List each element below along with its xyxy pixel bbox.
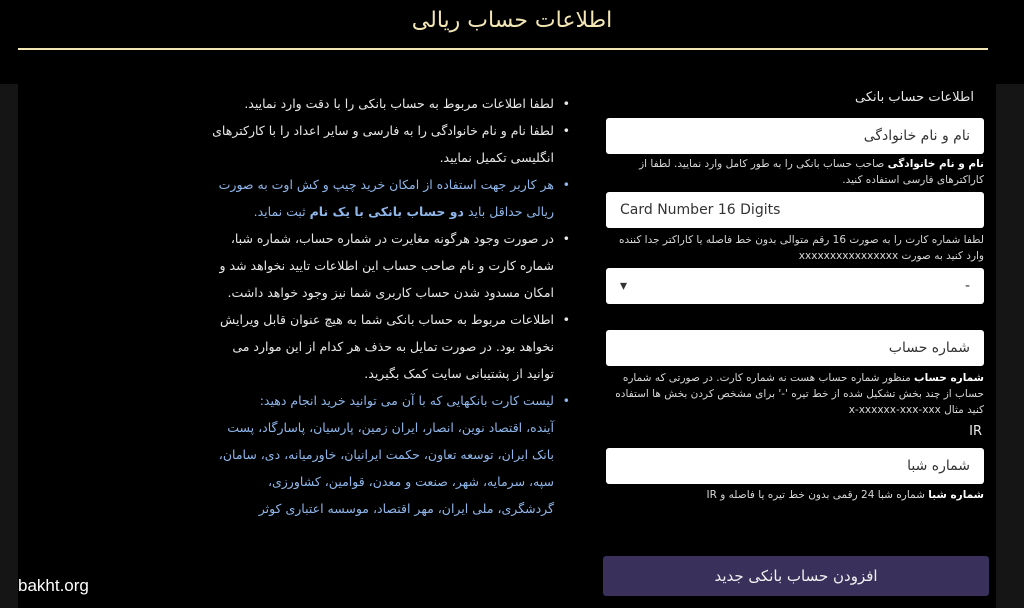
- info-list: [210, 90, 570, 522]
- name-help: [606, 156, 984, 188]
- site-watermark: bakht.org: [18, 576, 89, 595]
- name-placeholder: نام و نام خانوادگی: [863, 128, 970, 144]
- help-bold: شماره شبا: [928, 489, 984, 501]
- info-text-bold: دو حساب بانکی با یک نام: [309, 204, 464, 219]
- sheba-input[interactable]: [606, 448, 984, 484]
- add-bank-account-button[interactable]: افزودن حساب بانکی جدید: [603, 556, 989, 596]
- card-help: [606, 232, 984, 264]
- help-bold: نام و نام خانوادگی: [887, 158, 984, 170]
- bank-list: آینده، اقتصاد نوین، انصار، ایران زمین، پارسیان، پاسارگاد، پست بانک ایران، توسعه تعاون، حکمت ایرانیان، خاورمیانه، دی، سامان، سپه، سرمایه، شهر، صنعت و معدن، قوامین، کشاورزی، گردشگری، ملی ایران، مهر اقتصاد، موسسه اعتباری کوثر: [218, 420, 554, 516]
- info-text: اطلاعات مربوط به حساب بانکی شما به هیچ عنوان قابل ویرایش نخواهد بود. در صورت تمایل به حذف هر کدام از این موارد می توانید از پشتیبانی سایت کمک بگیرید.: [220, 312, 554, 381]
- card-number-input[interactable]: [606, 192, 984, 228]
- help-text: لطفا شماره کارت را به صورت 16 رقم متوالی بدون خط فاصله یا کاراکتر جدا کننده وارد کنید به صورت xxxxxxxxxxxxxxxx: [618, 234, 984, 262]
- chevron-down-icon: ▾: [620, 278, 628, 294]
- list-item: [210, 225, 570, 306]
- bank-select[interactable]: [606, 268, 984, 304]
- card-placeholder: Card Number 16 Digits: [620, 202, 781, 218]
- help-bold: شماره حساب: [914, 372, 984, 384]
- info-text: هر کاربر جهت استفاده از امکان خرید چیپ و کش اوت به صورت ریالی حداقل باید: [218, 177, 554, 219]
- sheba-help: [606, 487, 984, 503]
- info-text: ثبت نماید.: [253, 204, 310, 219]
- list-item: [210, 117, 570, 171]
- info-text: در صورت وجود هرگونه مغایرت در شماره حساب، شماره شبا، شماره کارت و نام صاحب حساب این اطلاعات تایید نخواهد شد و امکان مسدود شدن حساب کاربری شما نیز وجود خواهد داشت.: [219, 231, 554, 300]
- name-input[interactable]: [606, 118, 984, 154]
- page-title: اطلاعات حساب ریالی: [411, 8, 613, 33]
- title-divider: [18, 48, 988, 50]
- sheba-placeholder: شماره شبا: [907, 458, 970, 474]
- list-item: [210, 306, 570, 387]
- help-text: شماره شبا 24 رقمی بدون خط تیره یا فاصله و IR: [706, 489, 929, 501]
- account-placeholder: شماره حساب: [888, 340, 970, 356]
- help-text: صاحب حساب بانکی را به طور کامل وارد نمایید. لطفا از کاراکترهای فارسی استفاده کنید.: [639, 158, 984, 186]
- info-text: لطفا اطلاعات مربوط به حساب بانکی را با دقت وارد نمایید.: [244, 96, 554, 111]
- help-text: منظور شماره حساب هست نه شماره کارت. در صورتی که شماره حساب از چند بخش تشکیل شده از خط تیره '-' برای مشخص کردن بخش ها استفاده کنید مثال x-xxxxxx-xxx-xxx: [615, 372, 984, 416]
- bank-select-value: -: [964, 278, 970, 294]
- account-number-input[interactable]: [606, 330, 984, 366]
- form-heading: اطلاعات حساب بانکی: [855, 90, 974, 105]
- info-text: لطفا نام و نام خانوادگی را به فارسی و سایر اعداد را با کارکترهای انگلیسی تکمیل نمایید.: [212, 123, 554, 165]
- bank-list-intro: لیست کارت بانکهایی که با آن می توانید خرید انجام دهید:: [259, 393, 554, 408]
- account-help: [606, 370, 984, 418]
- ir-prefix-label: IR: [969, 424, 982, 439]
- list-item: [210, 90, 570, 117]
- list-item: [210, 387, 570, 522]
- list-item: [210, 171, 570, 225]
